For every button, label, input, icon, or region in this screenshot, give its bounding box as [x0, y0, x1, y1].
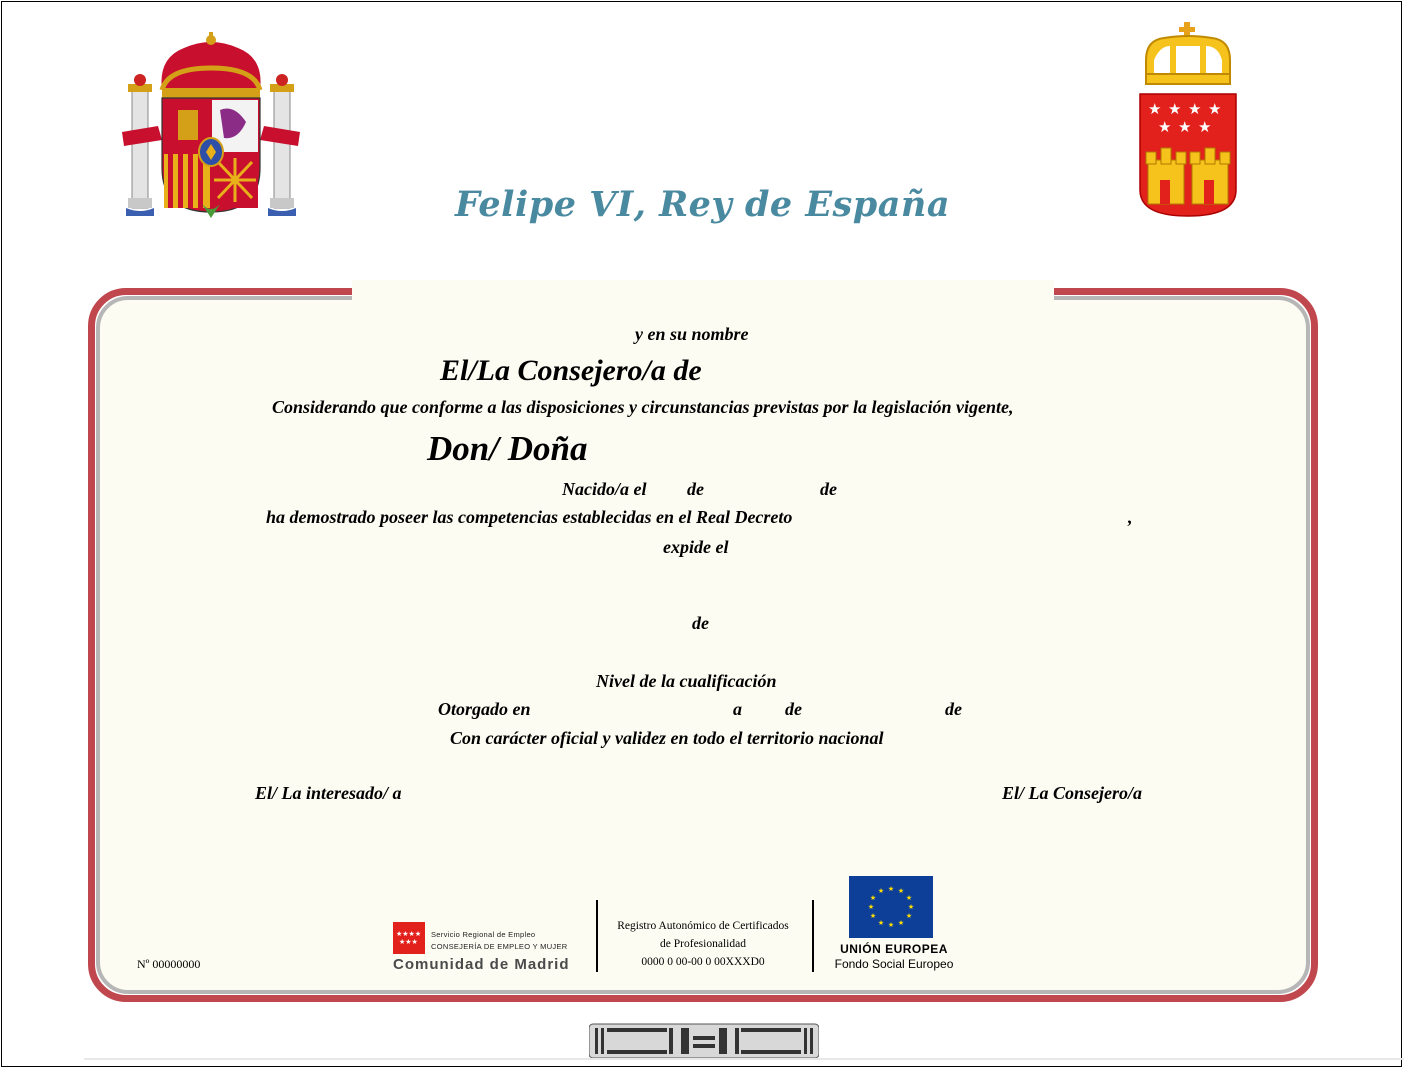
svg-text:★: ★ [897, 919, 905, 927]
svg-text:★★★★: ★★★★ [396, 930, 422, 938]
bottom-rule [84, 1058, 1404, 1060]
madrid-logo-line1: Servicio Regional de Empleo [431, 930, 536, 939]
svg-text:★: ★ [887, 885, 895, 893]
line-consejero-de: El/La Consejero/a de [440, 354, 702, 387]
bottom-ornament-icon [589, 1022, 819, 1060]
certificate-number: Nº 00000000 [137, 957, 201, 971]
svg-text:★: ★ [907, 903, 915, 911]
svg-text:★: ★ [877, 887, 885, 895]
svg-text:★: ★ [887, 921, 895, 929]
svg-text:★: ★ [877, 919, 885, 927]
madrid-logo-name: Comunidad de Madrid [393, 956, 570, 973]
line-expide-el: expide el [663, 537, 729, 557]
page-title: Felipe VI, Rey de España [454, 184, 951, 225]
registro-code: 0000 0 00-00 0 00XXXD0 [641, 956, 765, 968]
svg-text:★: ★ [867, 903, 875, 911]
svg-text:★★★: ★★★ [399, 938, 418, 946]
madrid-logo-line2: CONSEJERÍA DE EMPLEO Y MUJER [431, 942, 568, 951]
svg-text:★: ★ [869, 912, 877, 920]
nacido-de-1: de [687, 479, 704, 499]
svg-text:★: ★ [1198, 118, 1212, 136]
registro-line1: Registro Autonómico de Certificados [617, 920, 789, 932]
line-competencias: ha demostrado poseer las competencias establecidas en el Real Decreto [266, 507, 793, 527]
registro-line2: de Profesionalidad [660, 938, 746, 950]
svg-text:★: ★ [1188, 100, 1202, 118]
line-considerando: Considerando que conforme a las disposiciones y circunstancias previstas por la legislación vigente, [272, 397, 1014, 417]
otorgado-a: a [733, 699, 742, 719]
nacido-de-2: de [820, 479, 837, 499]
madrid-flag-logo-icon [393, 922, 425, 954]
svg-text:★: ★ [1208, 100, 1222, 118]
line-don-dona: Don/ Doña [427, 429, 588, 468]
eu-line1: UNIÓN EUROPEA [840, 942, 948, 956]
svg-text:★: ★ [1168, 100, 1182, 118]
svg-text:★: ★ [1178, 118, 1192, 136]
svg-text:★: ★ [1158, 118, 1172, 136]
footer-divider-left [596, 900, 598, 972]
svg-text:★: ★ [897, 887, 905, 895]
line-nivel: Nivel de la cualificación [596, 671, 777, 691]
svg-text:★: ★ [905, 894, 913, 902]
comma: , [1128, 507, 1133, 527]
line-en-su-nombre: y en su nombre [635, 324, 749, 344]
footer-divider-right [812, 900, 814, 972]
frame-gap [352, 280, 1054, 310]
otorgado-de-1: de [785, 699, 802, 719]
line-caracter-oficial: Con carácter oficial y validez en todo el territorio nacional [450, 728, 884, 748]
svg-text:★: ★ [1148, 100, 1162, 118]
eu-flag-icon [849, 876, 933, 938]
line-de: de [692, 613, 709, 633]
svg-text:★: ★ [905, 912, 913, 920]
signature-consejero: El/ La Consejero/a [1002, 783, 1143, 803]
otorgado-de-2: de [945, 699, 962, 719]
nacido-label: Nacido/a el [562, 479, 647, 499]
otorgado-label: Otorgado en [438, 699, 531, 719]
eu-line2: Fondo Social Europeo [834, 957, 954, 971]
signature-interesado: El/ La interesado/ a [255, 783, 402, 803]
svg-text:★: ★ [869, 894, 877, 902]
